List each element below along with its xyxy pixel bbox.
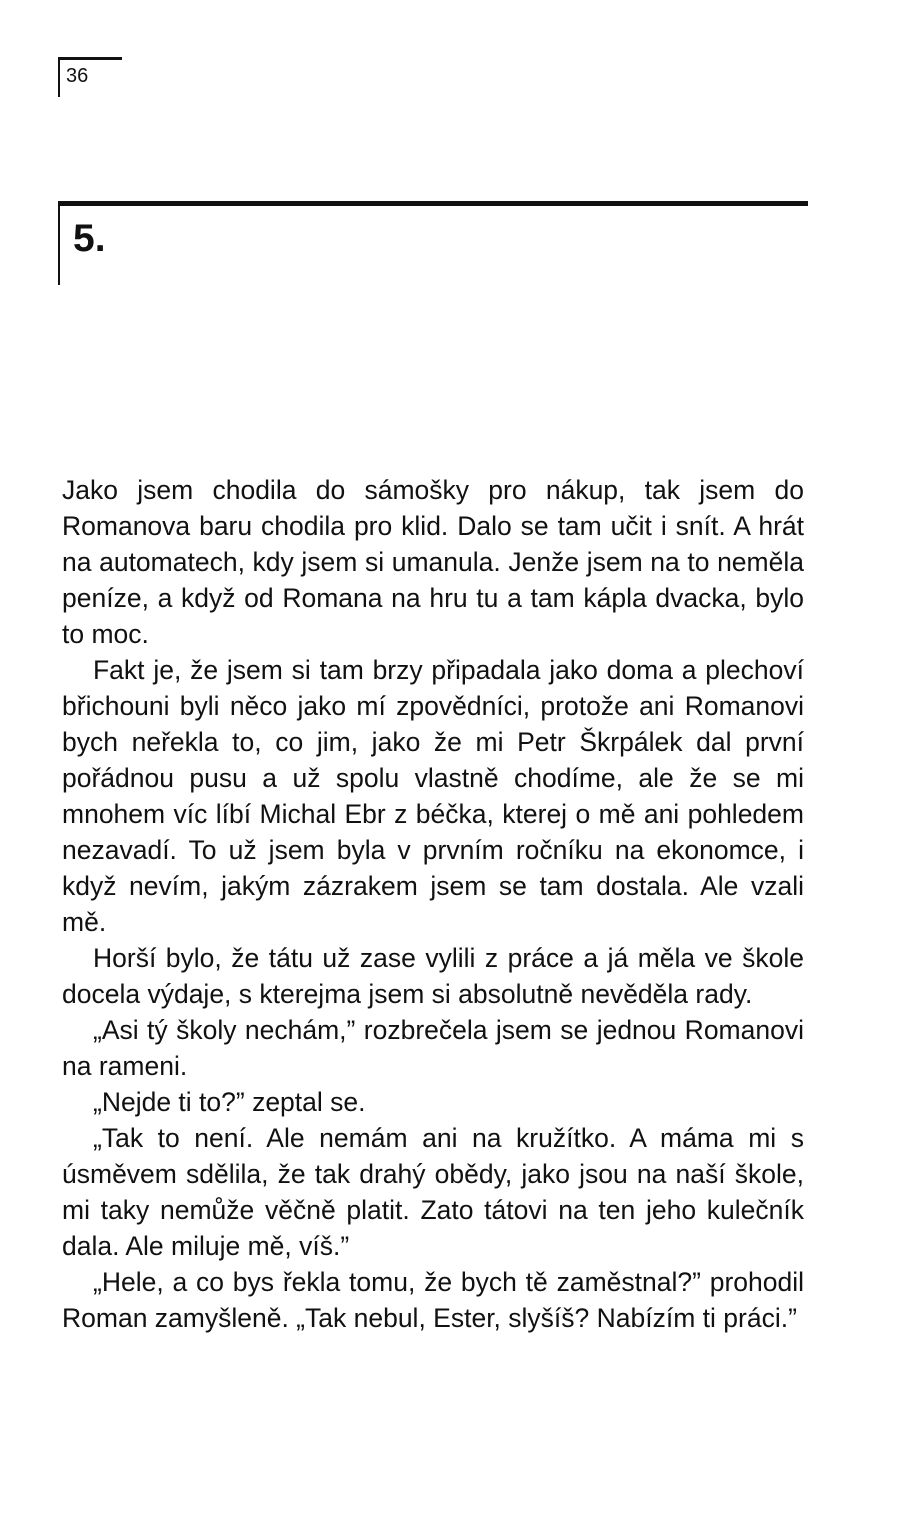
paragraph: Horší bylo, že tátu už zase vylili z práce a já měla ve škole docela výdaje, s kterejma jsem si absolutně nevěděla rady. <box>62 943 804 1009</box>
paragraph: „Nejde ti to?” zeptal se. <box>93 1087 366 1117</box>
chapter-number: 5. <box>73 217 106 260</box>
paragraph: Jako jsem chodila do sámošky pro nákup, tak jsem do Romanova baru chodila pro klid. Dalo se tam učit i snít. A hrát na automatech, kdy jsem si umanula. Jenže jsem na to neměla peníze, a když od Romana na hru tu a tam kápla dvacka, bylo to moc. <box>62 475 804 649</box>
paragraph: „Tak to není. Ale nemám ani na kružítko. A máma mi s úsměvem sdělila, že tak drahý obědy, jako jsou na naší škole, mi taky nemůže věčně platit. Zato tátovi na ten jeho kulečník dala. Ale miluje mě, víš.” <box>62 1123 804 1261</box>
paragraph: Fakt je, že jsem si tam brzy připadala jako doma a plechoví břichouni byli něco jako mí zpovědníci, protože ani Romanovi bych neřekla to, co jim, jako že mi Petr Škrpálek dal první pořádnou pusu a už spolu vlastně chodíme, ale že se mi mnohem víc líbí Michal Ebr z béčka, kterej o mě ani pohledem nezavadí. To už jsem byla v prvním ročníku na ekonomce, i když nevím, jakým zázrakem jsem se tam dostala. Ale vzali mě. <box>62 655 804 937</box>
chapter-heading-frame <box>58 201 808 285</box>
body-text <box>62 472 804 1336</box>
paragraph: „Asi tý školy nechám,” rozbrečela jsem se jednou Romanovi na rameni. <box>62 1015 804 1081</box>
paragraph: „Hele, a co bys řekla tomu, že bych tě zaměstnal?” prohodil Roman zamyšleně. „Tak nebul, Ester, slyšíš? Nabízím ti práci.” <box>62 1267 804 1333</box>
page-number: 36 <box>66 65 89 87</box>
